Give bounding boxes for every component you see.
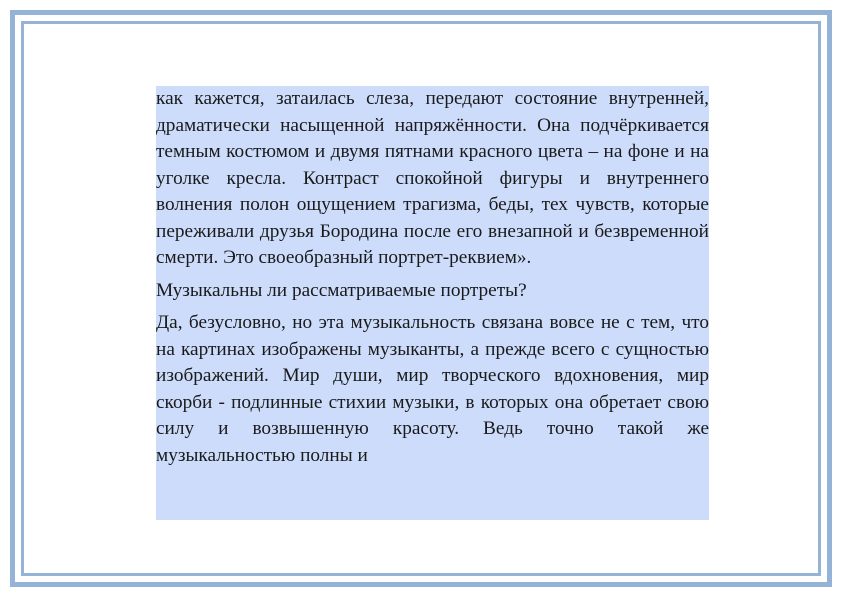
text-block — [156, 86, 709, 520]
paragraph-portrait-description: как кажется, затаилась слеза, передают состояние внутренней, драматически насыщенной напряжённости. Она подчёркивается темным костюмом и двумя пятнами красного цвета – на фоне и на уголке кресла. Контраст спокойной фигуры и внутреннего волнения полон ощущением трагизма, беды, тех чувств, которые переживали друзья Бородина после его внезапной и безвременной смерти. Это своеобразный портрет-реквием». — [156, 88, 709, 268]
paragraph-question: Музыкальны ли рассматриваемые портреты? — [156, 279, 527, 301]
paragraph-answer: Да, безусловно, но эта музыкальность связана вовсе не с тем, что на картинах изображены музыканты, а прежде всего с сущностью изображений. Мир души, мир творческого вдохновения, мир скорби - подлинные стихии музыки, в которых она обретает свою силу и возвышенную красоту. Ведь точно такой же музыкальностью полны и — [156, 312, 709, 466]
